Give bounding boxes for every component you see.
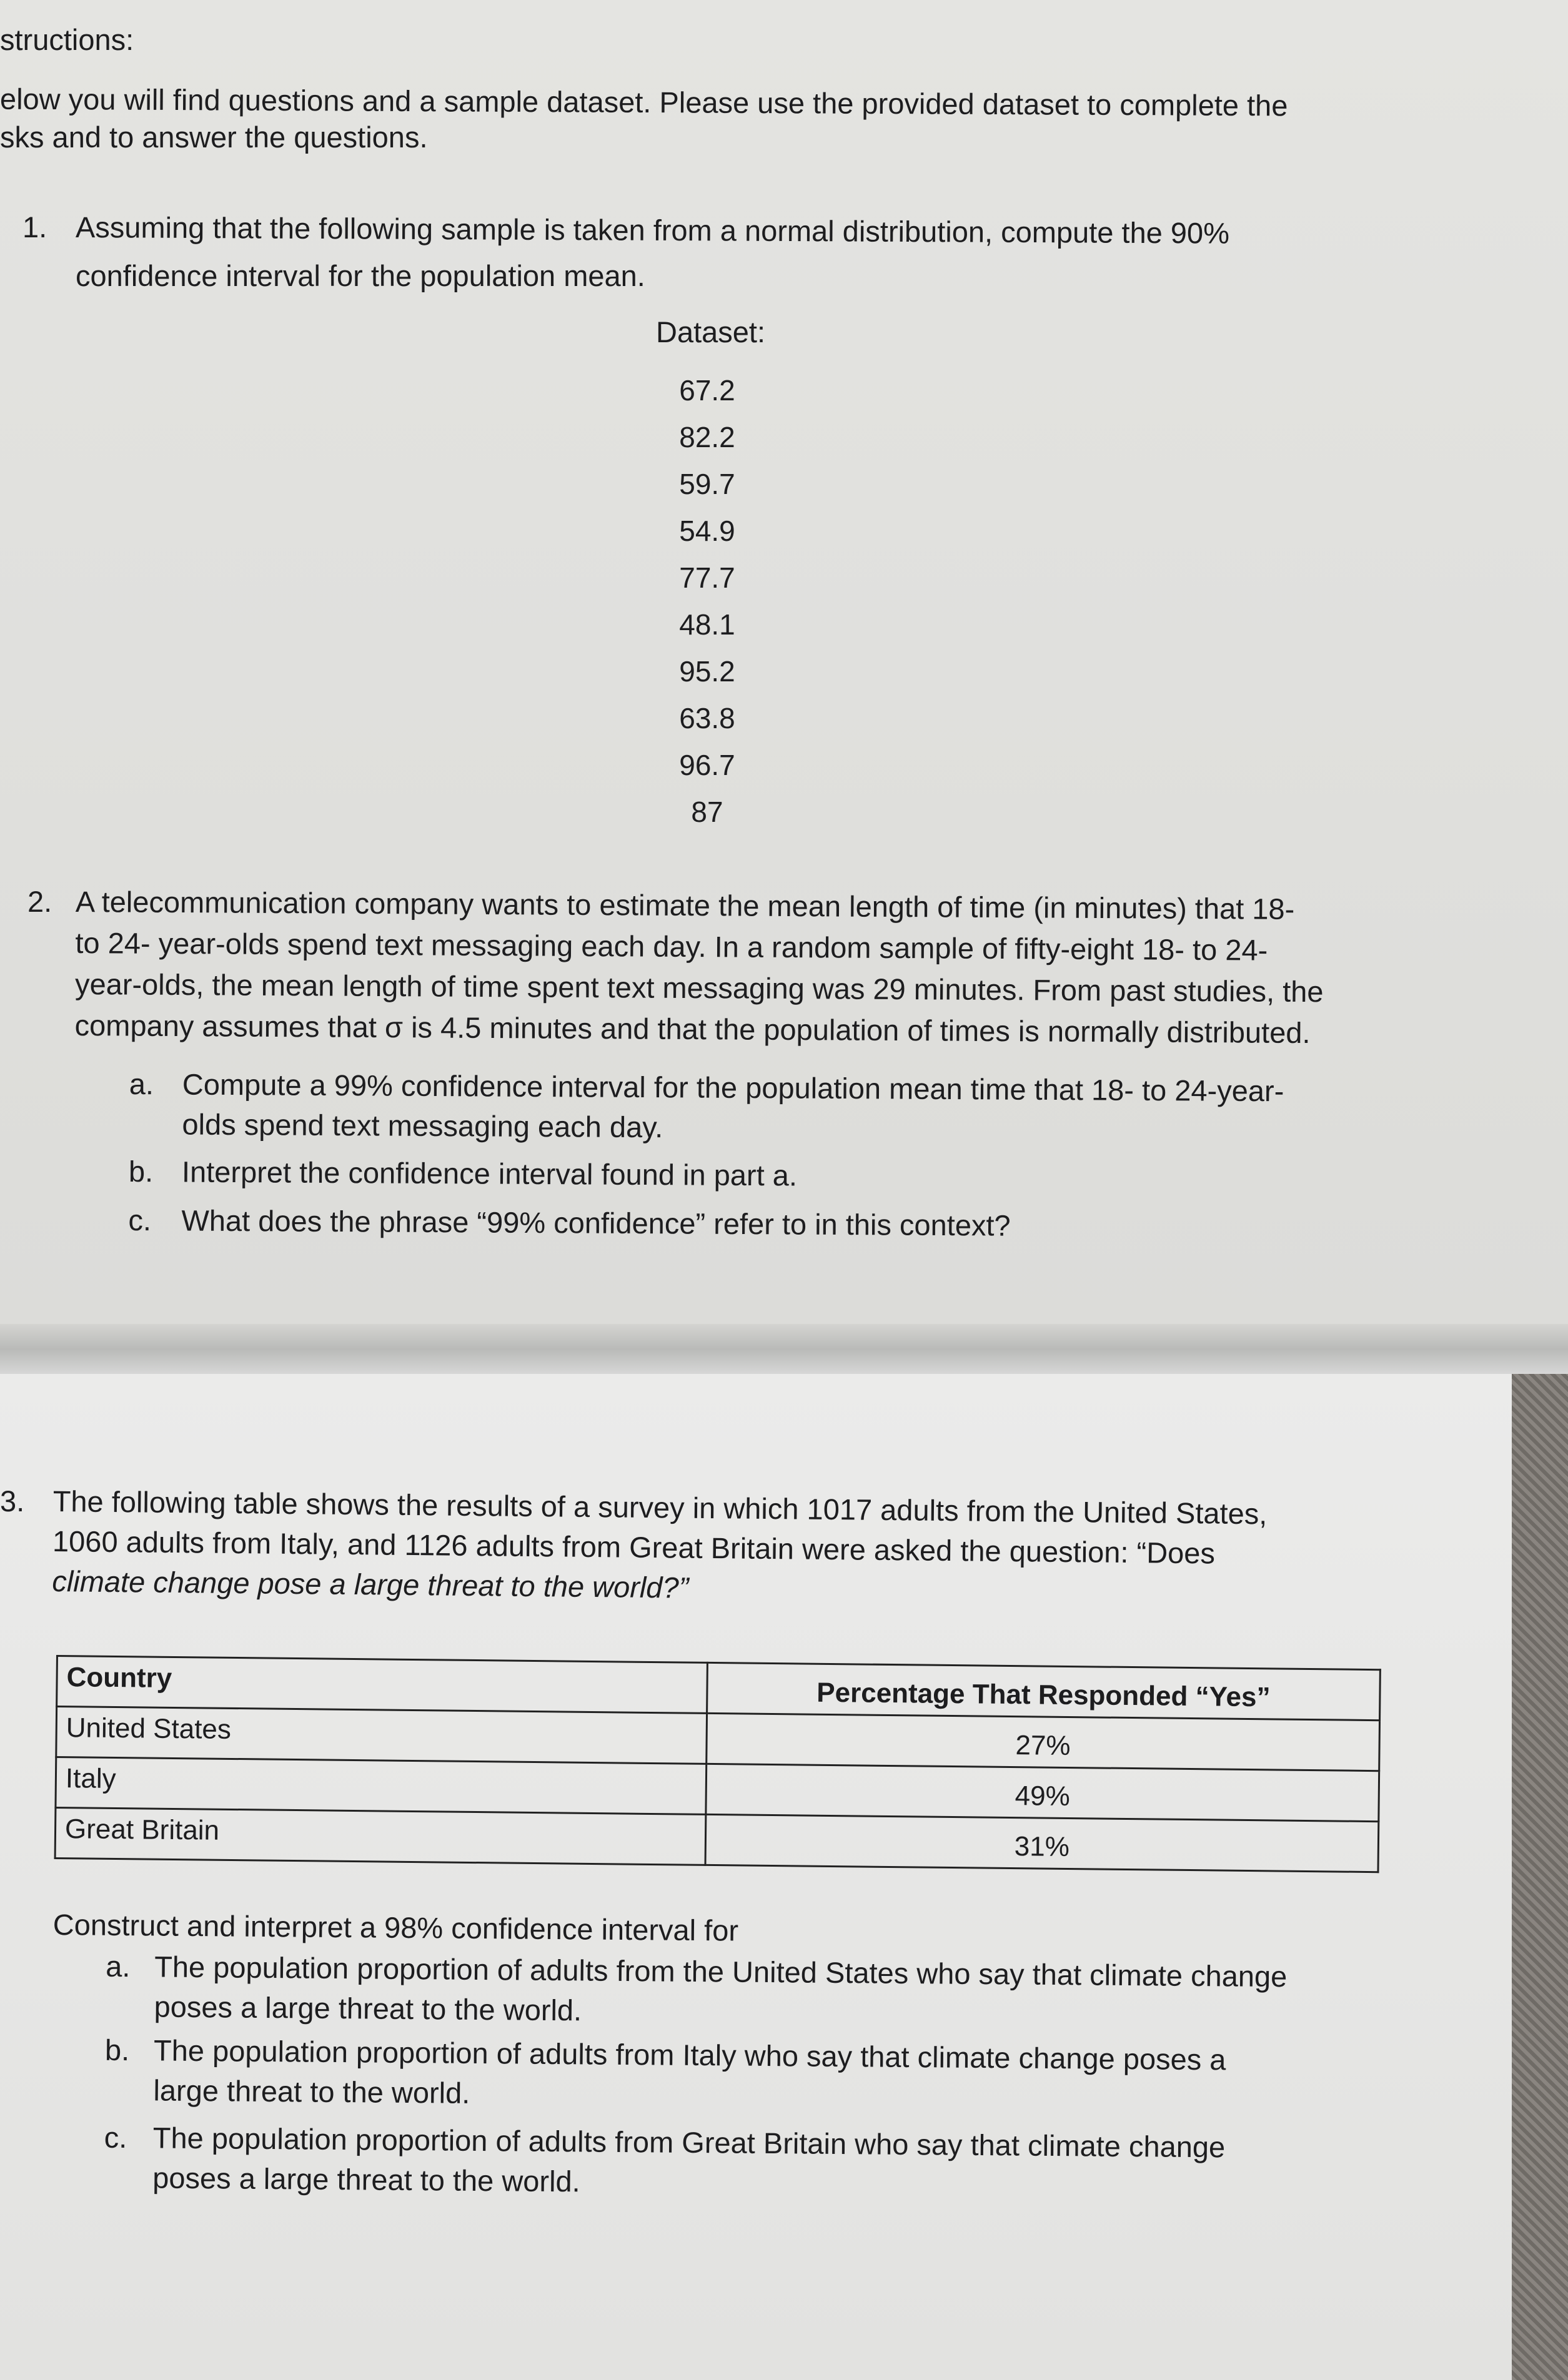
- q2c-line: What does the phrase “99% confidence” refer to in this context?: [181, 1203, 1011, 1242]
- q2-line: year-olds, the mean length of time spent text messaging was 29 minutes. From past studies, the: [74, 967, 1324, 1009]
- q3b-line: large threat to the world.: [153, 2073, 470, 2110]
- q2-line: to 24- year-olds spend text messaging each day. In a random sample of fifty-eight 18- to 24-: [75, 926, 1268, 967]
- q3-number: 3.: [0, 1484, 25, 1518]
- q3-line-1: The following table shows the results of a survey in which 1017 adults from the United States,: [52, 1484, 1268, 1531]
- q2a-line: olds spend text messaging each day.: [182, 1107, 663, 1144]
- survey-table: [54, 1655, 1381, 1873]
- q3b-label: b.: [104, 2033, 130, 2067]
- intro-line-2: sks and to answer the questions.: [0, 121, 428, 154]
- q3a-line: The population proportion of adults from the United States who say that climate change: [154, 1950, 1288, 1993]
- q3c-line: poses a large threat to the world.: [152, 2161, 580, 2198]
- q3-line-3: climate change pose a large threat to the world?”: [52, 1564, 689, 1604]
- q2-line: A telecommunication company wants to estimate the mean length of time (in minutes) that 18-: [75, 885, 1295, 926]
- cell-percentage: 31%: [705, 1814, 1379, 1872]
- instructions-title: structions:: [0, 23, 134, 56]
- q3c-line: The population proportion of adults from Great Britain who say that climate change: [152, 2121, 1226, 2164]
- q3-instruction: Construct and interpret a 98% confidence interval for: [52, 1908, 739, 1947]
- q2a-line: Compute a 99% confidence interval for the population mean time that 18- to 24-year-: [182, 1067, 1284, 1108]
- cell-percentage: 49%: [706, 1764, 1379, 1821]
- header-percentage: Percentage That Responded “Yes”: [707, 1662, 1381, 1720]
- cell-percentage: 27%: [707, 1713, 1380, 1770]
- q3b-line: The population proportion of adults from Italy who say that climate change poses a: [153, 2033, 1226, 2076]
- q2a-label: a.: [129, 1067, 154, 1101]
- q1-line-1: Assuming that the following sample is taken from a normal distribution, compute the 90%: [75, 210, 1230, 250]
- q2b-line: Interpret the confidence interval found in part a.: [181, 1155, 798, 1192]
- page-fold: [0, 1324, 1568, 1380]
- cell-country: United States: [56, 1707, 707, 1764]
- q1-number: 1.: [22, 210, 47, 244]
- dataset-value: 77.7: [679, 561, 735, 594]
- background-fabric: [1512, 1374, 1568, 2380]
- q3-line-2: 1060 adults from Italy, and 1126 adults from Great Britain were asked the question: “Does: [52, 1524, 1216, 1570]
- q1-line-2: confidence interval for the population mean.: [76, 259, 645, 292]
- q3a-label: a.: [105, 1949, 131, 1983]
- dataset-value: 48.1: [679, 608, 735, 641]
- dataset-value: 95.2: [679, 655, 735, 688]
- q2c-label: c.: [128, 1203, 152, 1237]
- cell-country: Great Britain: [55, 1808, 706, 1865]
- q3a-line: poses a large threat to the world.: [154, 1990, 582, 2027]
- dataset-value: 87: [691, 796, 723, 828]
- q2b-label: b.: [128, 1154, 154, 1188]
- header-country: Country: [57, 1656, 708, 1714]
- intro-line-1: elow you will find questions and a sample dataset. Please use the provided dataset to complete the: [0, 82, 1288, 122]
- dataset-value: 67.2: [679, 374, 735, 407]
- dataset-value: 54.9: [679, 515, 735, 547]
- dataset-value: 96.7: [679, 749, 735, 781]
- dataset-value: 63.8: [679, 702, 735, 734]
- dataset-label: Dataset:: [656, 315, 766, 348]
- dataset-value: 82.2: [679, 421, 735, 453]
- q2-number: 2.: [27, 885, 52, 918]
- cell-country: Italy: [56, 1757, 707, 1815]
- dataset-value: 59.7: [679, 468, 735, 500]
- q3c-label: c.: [104, 2120, 127, 2155]
- q2-line: company assumes that σ is 4.5 minutes and that the population of times is normally distributed.: [74, 1008, 1311, 1050]
